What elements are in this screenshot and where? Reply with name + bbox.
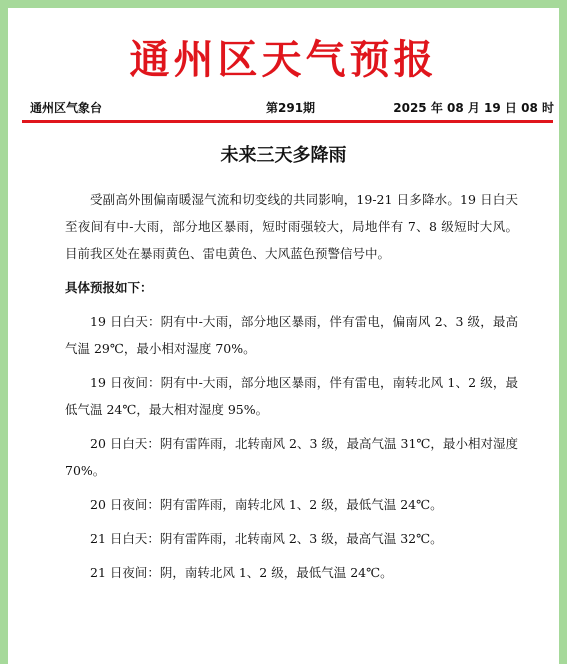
forecast-paragraph: 21 日白天：阴有雷阵雨，北转南风 2、3 级，最高气温 32℃。: [90, 531, 443, 546]
forecast-paragraph: 20 日夜间：阴有雷阵雨，南转北风 1、2 级，最低气温 24℃。: [90, 497, 443, 512]
article-body: [65, 186, 518, 586]
header-divider: [22, 120, 553, 123]
issue-info-row: [30, 100, 554, 116]
masthead-title: 通州区天气预报: [129, 37, 438, 83]
forecast-paragraph: 20 日白天：阴有雷阵雨，北转南风 2、3 级，最高气温 31℃，最小相对湿度 70%。: [65, 436, 518, 478]
article-headline: 未来三天多降雨: [220, 145, 347, 166]
document-page: [8, 8, 559, 664]
issue-number: 第291期: [266, 101, 316, 115]
intro-paragraph: 受副高外围偏南暖湿气流和切变线的共同影响，19-21 日多降水。19 日白天至夜间有中-大雨，部分地区暴雨，短时雨强较大，局地伴有 7、8 级短时大风。目前我区处在暴雨黄色、雷电黄色、大风蓝色预警信号中。: [65, 192, 518, 261]
agency-name: 通州区气象台: [30, 101, 103, 115]
forecast-paragraph: 19 日夜间：阴有中-大雨，部分地区暴雨，伴有雷电，南转北风 1、2 级，最低气温 24℃，最大相对湿度 95%。: [65, 375, 518, 417]
issue-datetime: 2025 年 08 月 19 日 08 时: [393, 101, 554, 115]
forecast-subheading: 具体预报如下：: [65, 280, 153, 295]
forecast-paragraph: 19 日白天：阴有中-大雨，部分地区暴雨，伴有雷电，偏南风 2、3 级，最高气温 29℃，最小相对湿度 70%。: [65, 314, 518, 356]
forecast-paragraph: 21 日夜间：阴，南转北风 1、2 级，最低气温 24℃。: [90, 565, 393, 580]
